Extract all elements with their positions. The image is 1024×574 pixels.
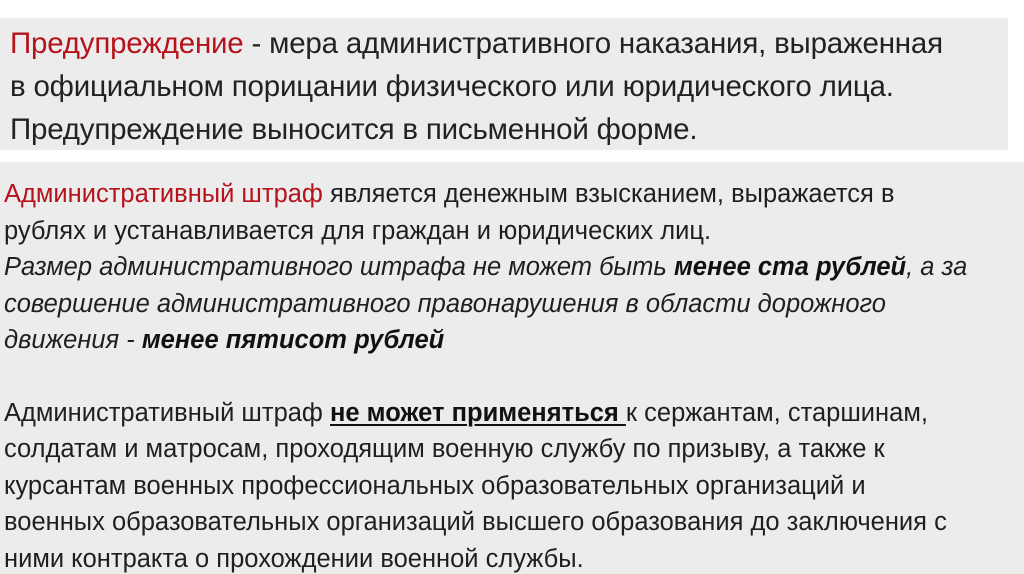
fine-limit-emphasis: не может применяться	[330, 398, 626, 427]
paragraph-gap	[4, 359, 1024, 395]
fine-limit-text-c: к сержантам, старшинам,	[625, 398, 928, 427]
fine-size-line-2: совершение административного правонарушения в области дорожного	[4, 289, 886, 318]
fine-size-min-general: менее ста рублей	[673, 253, 907, 281]
warning-line-1	[10, 22, 1008, 65]
fine-limit-line-3: курсантам военных профессиональных образовательных организаций и	[4, 471, 866, 500]
fine-def-line-2: рублях и устанавливается для граждан и юридических лиц.	[4, 216, 712, 245]
fine-limit-line-1	[4, 395, 1024, 432]
fine-size-text-3a: движения -	[4, 326, 142, 354]
fine-limit-text-a: Административный штраф	[4, 398, 330, 427]
fine-limit-line-4: военных образовательных организаций высшего образования до заключения с	[4, 508, 947, 536]
fine-def-text-1: является денежным взысканием, выражается в	[322, 180, 895, 208]
fine-size-min-traffic: менее пятисот рублей	[141, 326, 445, 354]
fine-limit-line-5: ними контракта о прохождении военной службы.	[4, 544, 584, 573]
warning-line-3: Предупреждение выносится в письменной форме.	[10, 113, 698, 146]
warning-text-1: - мера административного наказания, выраженная	[243, 27, 943, 60]
fine-size-line-1	[4, 249, 1024, 286]
fine-size-text-a: Размер административного штрафа не может быть	[4, 253, 674, 281]
fine-definition-box	[0, 162, 1024, 574]
fine-size-text-c: , а за	[906, 253, 968, 281]
fine-term: Административный штраф	[4, 180, 323, 208]
warning-definition-box	[0, 18, 1008, 150]
fine-limit-line-2: солдатам и матросам, проходящим военную службу по призыву, а также к	[4, 435, 885, 463]
fine-def-line-1	[4, 176, 1024, 213]
fine-size-line-3	[4, 322, 1024, 359]
warning-line-2: в официальном порицании физического или юридического лица.	[10, 70, 894, 103]
warning-term: Предупреждение	[10, 27, 244, 60]
